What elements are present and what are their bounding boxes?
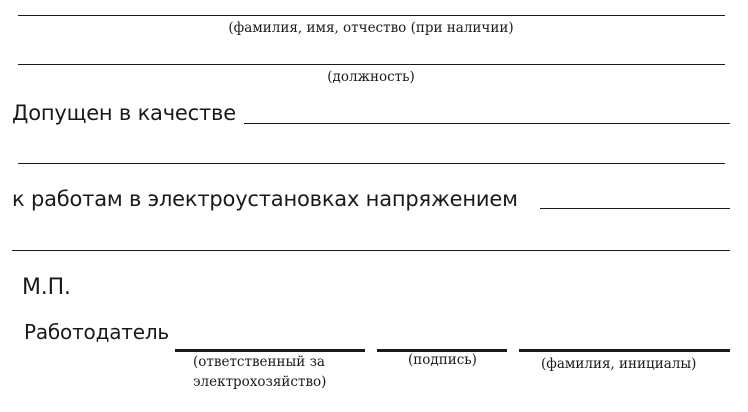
responsible-caption — [193, 352, 326, 392]
signature-caption: (подпись) — [408, 352, 477, 368]
fio-line[interactable] — [18, 15, 725, 16]
admitted-continuation-line[interactable] — [18, 163, 725, 164]
name-initials-caption: (фамилия, инициалы) — [541, 356, 697, 372]
responsible-caption-line1: (ответственный за — [193, 354, 325, 370]
responsible-caption-line2: электрохозяйство) — [193, 374, 327, 390]
fio-caption: (фамилия, имя, отчество (при наличии) — [228, 20, 514, 36]
name-initials-line[interactable] — [519, 349, 730, 352]
voltage-label: к работам в электроустановках напряжением — [12, 187, 518, 211]
admitted-label: Допущен в качестве — [12, 101, 236, 125]
voltage-line[interactable] — [540, 208, 730, 209]
stamp-label: М.П. — [22, 275, 71, 300]
voltage-continuation-line[interactable] — [12, 250, 730, 251]
position-caption: (должность) — [327, 69, 415, 85]
admitted-line[interactable] — [244, 123, 730, 124]
position-line[interactable] — [18, 64, 725, 65]
employer-label: Работодатель — [24, 320, 169, 344]
